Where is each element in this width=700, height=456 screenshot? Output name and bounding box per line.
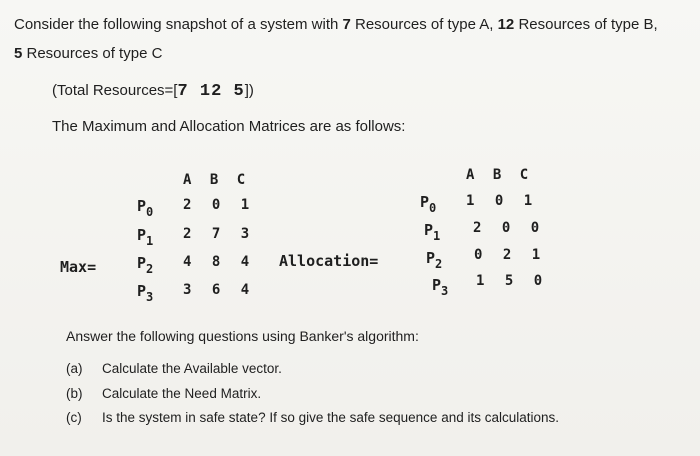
- allocation-process-2: $P_2$: [426, 249, 443, 271]
- question-a-key: (a): [66, 361, 83, 376]
- allocation-process-0: $P_0$: [420, 193, 437, 215]
- max-process-3: $P_3$: [137, 282, 154, 304]
- max-row-2: 4 8 4: [183, 254, 256, 270]
- allocation-process-1: $P_1$: [424, 221, 441, 243]
- matrices-description: The Maximum and Allocation Matrices are as follows:: [52, 118, 406, 135]
- max-process-1: $P_1$: [137, 226, 154, 248]
- max-process-2: $P_2$: [137, 254, 154, 276]
- intro-text-a: Consider the following snapshot of a system with: [14, 16, 343, 33]
- intro-count-b: 12: [497, 16, 515, 33]
- allocation-header: A B C: [466, 167, 534, 183]
- total-resources: [52, 82, 254, 101]
- allocation-row-2: 0 2 1: [474, 247, 547, 263]
- intro-line-1: [14, 16, 658, 33]
- total-suffix: ]): [244, 82, 254, 99]
- intro-count-c: 5: [14, 45, 23, 62]
- question-c-text: Is the system in safe state? If so give the safe sequence and its calculations.: [102, 410, 560, 425]
- allocation-row-3: 1 5 0: [476, 273, 549, 289]
- question-a: [66, 361, 282, 376]
- allocation-label: Allocation=: [279, 252, 379, 270]
- allocation-row-1: 2 0 0: [473, 220, 546, 236]
- intro-text-b: Resources of type A,: [350, 16, 498, 33]
- max-header: A B C: [183, 172, 251, 188]
- total-values: 7 12 5: [177, 82, 245, 101]
- intro-line-2: [14, 45, 162, 62]
- question-b: [66, 386, 261, 401]
- intro-text-d: Resources of type C: [22, 45, 163, 62]
- max-row-3: 3 6 4: [183, 282, 256, 298]
- question-c-key: (c): [66, 410, 82, 425]
- intro-count-a: 7: [342, 16, 351, 33]
- allocation-row-0: 1 0 1: [466, 193, 539, 209]
- question-c: [66, 410, 559, 425]
- question-b-text: Calculate the Need Matrix.: [102, 386, 262, 401]
- max-label: Max=: [60, 258, 97, 276]
- question-b-key: (b): [66, 386, 83, 401]
- total-prefix: (Total Resources=[: [52, 82, 178, 99]
- max-row-1: 2 7 3: [183, 226, 256, 242]
- allocation-process-3: $P_3$: [432, 276, 449, 298]
- max-process-0: $P_0$: [137, 197, 154, 219]
- questions-intro: Answer the following questions using Banker's algorithm:: [66, 328, 419, 344]
- question-a-text: Calculate the Available vector.: [102, 361, 282, 376]
- intro-text-c: Resources of type B,: [514, 16, 658, 33]
- max-row-0: 2 0 1: [183, 197, 256, 213]
